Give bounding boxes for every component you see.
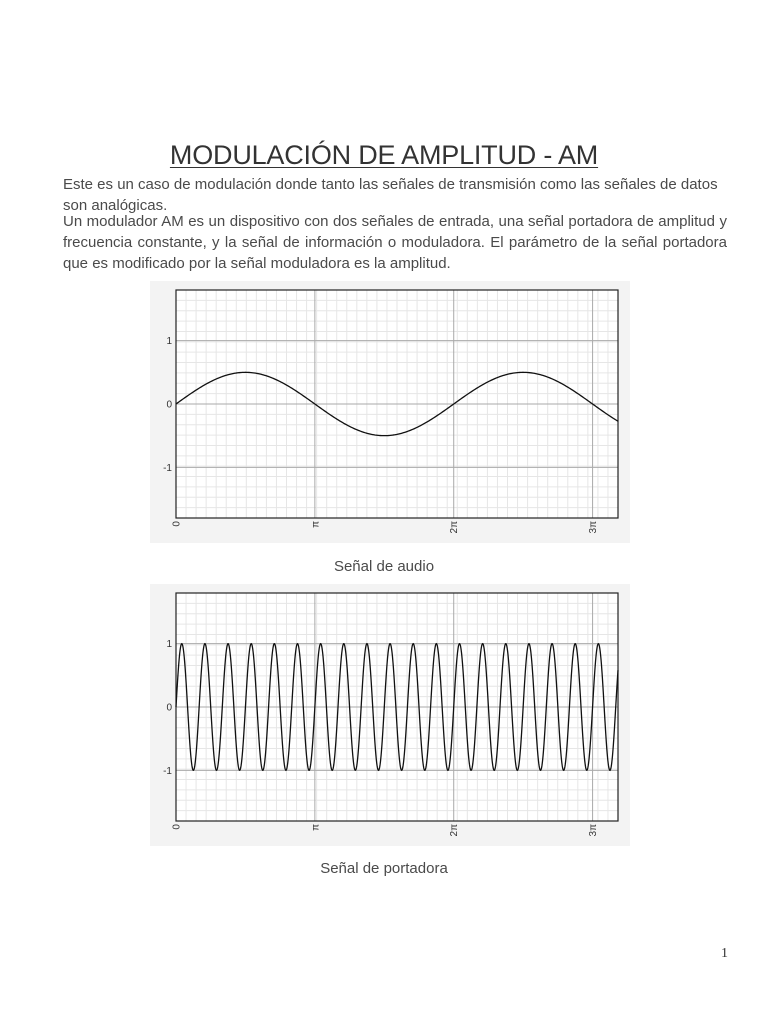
audio-signal-chart	[150, 281, 630, 543]
x-tick-label: 2π	[449, 824, 461, 837]
x-tick-label: π	[310, 824, 322, 831]
x-tick-label: 3π	[588, 824, 600, 837]
x-tick-label: 3π	[588, 521, 600, 534]
audio-signal-svg	[150, 281, 630, 543]
paragraph-modulator: Un modulador AM es un dispositivo con dos señales de entrada, una señal portadora de amplitud y frecuencia constante, y la señal de información o moduladora. El parámetro de la señal portadora que es modificado por la señal moduladora es la amplitud.	[63, 213, 727, 272]
y-tick-label: 1	[166, 336, 172, 348]
audio-chart-caption: Señal de audio	[333, 558, 435, 575]
carrier-chart-caption: Señal de portadora	[320, 860, 448, 877]
x-tick-label: 0	[171, 824, 183, 830]
paragraph-intro: Este es un caso de modulación donde tanto las señales de transmisión como las señales de datos son analógicas.	[63, 176, 718, 214]
y-tick-label: 0	[166, 399, 172, 411]
y-tick-label: 1	[166, 639, 172, 651]
y-tick-label: -1	[163, 765, 172, 777]
carrier-signal-chart	[150, 584, 630, 846]
x-tick-label: 2π	[449, 521, 461, 534]
y-tick-label: -1	[163, 462, 172, 474]
page-title: MODULACIÓN DE AMPLITUD - AM	[169, 140, 599, 170]
x-tick-label: 0	[171, 521, 183, 527]
x-tick-label: π	[310, 521, 322, 528]
page-number: 1	[721, 946, 728, 961]
y-tick-label: 0	[166, 702, 172, 714]
carrier-signal-svg	[150, 584, 630, 846]
